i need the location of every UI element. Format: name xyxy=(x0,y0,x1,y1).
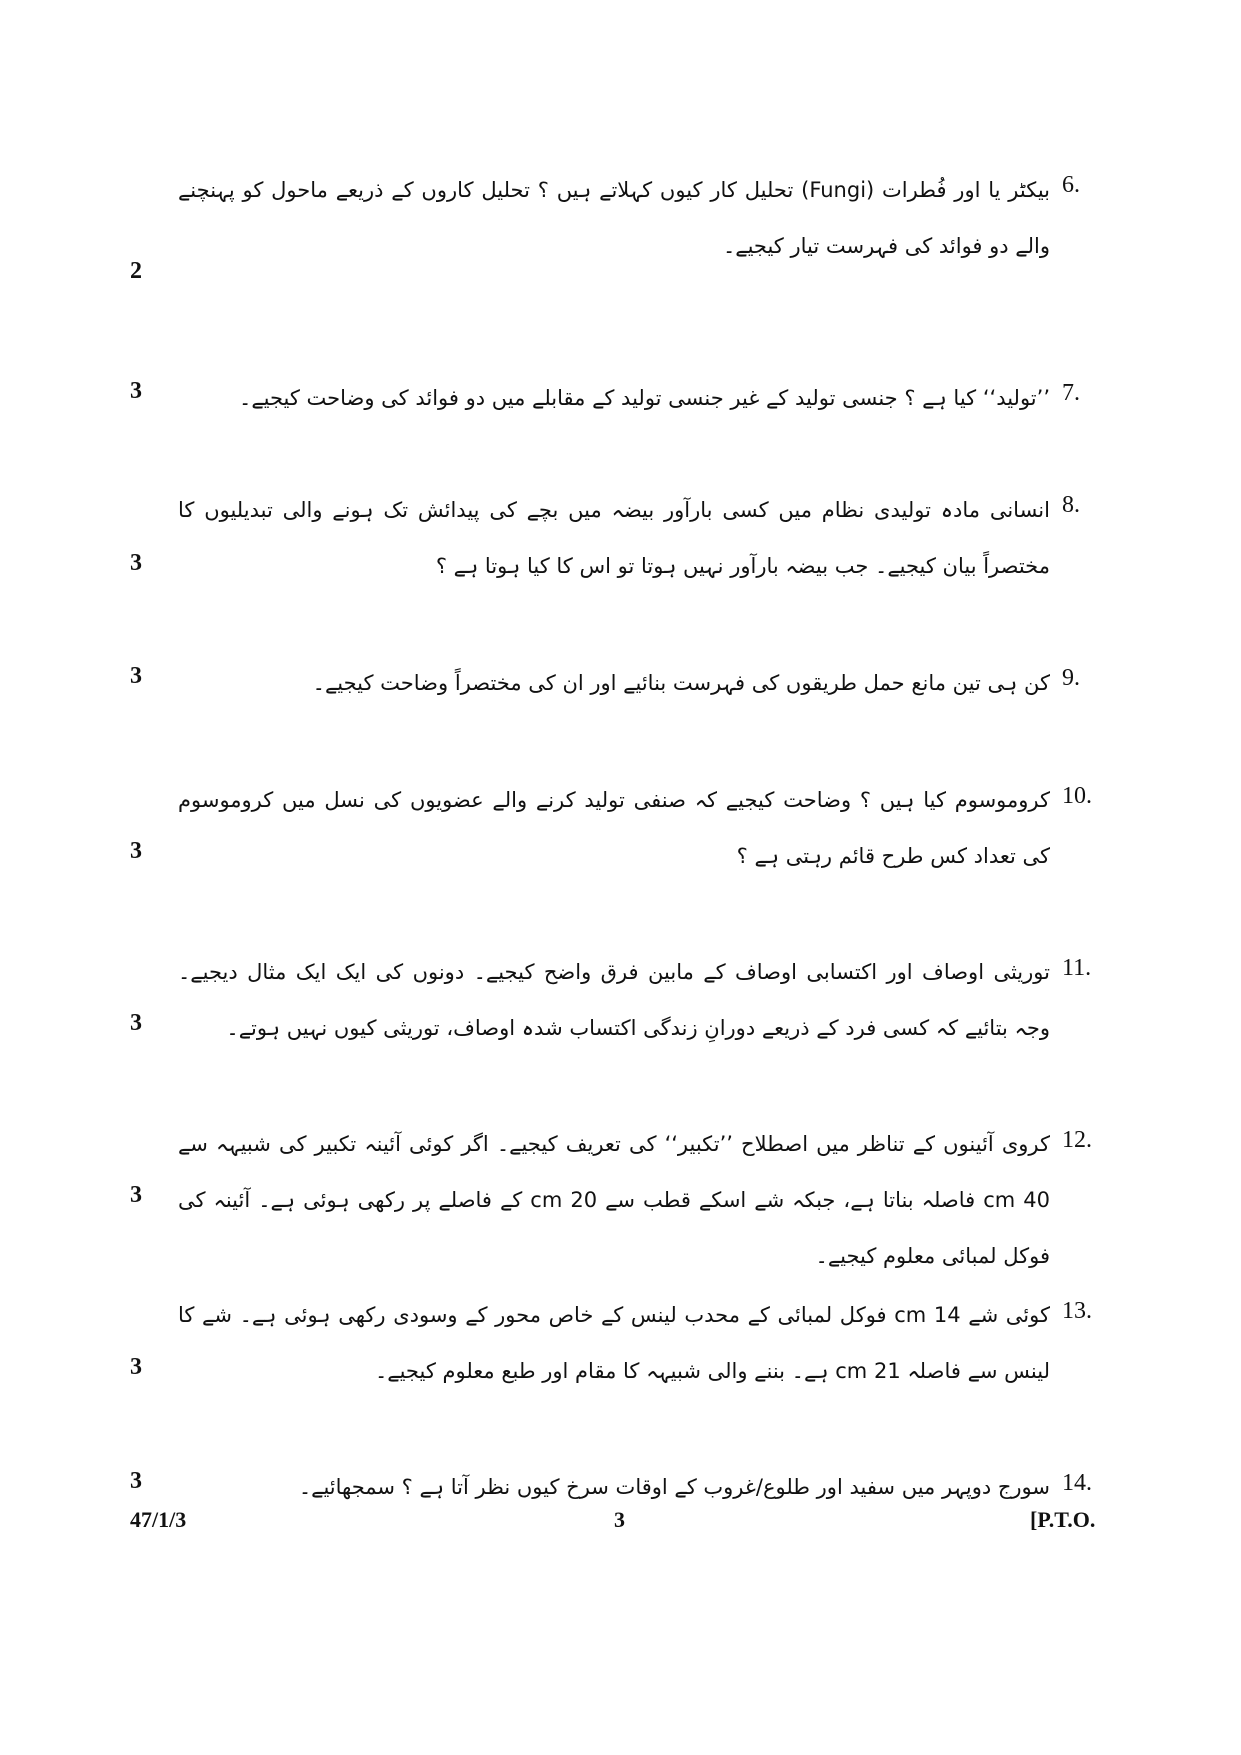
question-text: انسانی مادہ تولیدی نظام میں کسی بارآور بیضہ میں بچے کی پیدائش تک ہونے والی تبدیلیوں کا مختصراً بیان کیجیے۔ جب بیضہ بارآور نہیں ہوتا تو اس کا کیا ہوتا ہے ؟ xyxy=(178,498,1050,578)
question-marks: 3 xyxy=(130,550,142,576)
page-number: 3 xyxy=(614,1507,625,1532)
question-number: 11. xyxy=(1062,955,1092,981)
question-text: کروموسوم کیا ہیں ؟ وضاحت کیجیے کہ صنفی تولید کرنے والے عضویوں کی نسل میں کروموسوم کی تعداد کس طرح قائم رہتی ہے ؟ xyxy=(178,788,1050,868)
question-marks: 3 xyxy=(130,838,142,864)
paper-code: 47/1/3 xyxy=(130,1507,187,1532)
question-marks: 2 xyxy=(130,258,142,284)
question-marks: 3 xyxy=(130,378,142,404)
question-text: توریثی اوصاف اور اکتسابی اوصاف کے مابین فرق واضح کیجیے۔ دونوں کی ایک ایک مثال دیجیے۔ وجہ بتائیے کہ کسی فرد کے ذریعے دورانِ زندگی اکتساب شدہ اوصاف، توریثی کیوں نہیں ہوتے۔ xyxy=(178,960,1050,1040)
question-number: 13. xyxy=(1062,1298,1092,1324)
question-number: 14. xyxy=(1062,1470,1092,1496)
question-text: کروی آئینوں کے تناظر میں اصطلاح ’’تکبیر‘‘ کی تعریف کیجیے۔ اگر کوئی آئینہ تکبیر کی شبیہہ سے 40 cm فاصلہ بناتا ہے، جبکہ شے اسکے قطب سے 20 cm کے فاصلے پر رکھی ہوئی ہے۔ آئینہ کی فوکل لمبائی معلوم کیجیے۔ xyxy=(178,1132,1050,1268)
question-number: 6. xyxy=(1062,172,1080,198)
question-text: کن ہی تین مانع حمل طریقوں کی فہرست بنائیے اور ان کی مختصراً وضاحت کیجیے۔ xyxy=(312,671,1050,695)
question-number: 8. xyxy=(1062,492,1080,518)
question-number: 12. xyxy=(1062,1127,1092,1153)
question-text: سورج دوپہر میں سفید اور طلوع/غروب کے اوقات سرخ کیوں نظر آتا ہے ؟ سمجھائیے۔ xyxy=(298,1475,1050,1499)
question-number: 9. xyxy=(1062,665,1080,691)
pto-label: [P.T.O. xyxy=(1030,1507,1096,1532)
question-marks: 3 xyxy=(130,1010,142,1036)
question-marks: 3 xyxy=(130,663,142,689)
question-marks: 3 xyxy=(130,1468,142,1494)
question-marks: 3 xyxy=(130,1354,142,1380)
question-text: بیکٹر یا اور فُطرات (Fungi) تحلیل کار کیوں کہلاتے ہیں ؟ تحلیل کاروں کے ذریعے ماحول کو پہنچنے والے دو فوائد کی فہرست تیار کیجیے۔ xyxy=(178,178,1050,258)
question-text: ’’تولید‘‘ کیا ہے ؟ جنسی تولید کے غیر جنسی تولید کے مقابلے میں دو فوائد کی وضاحت کیجیے۔ xyxy=(239,386,1050,410)
question-marks: 3 xyxy=(130,1182,142,1208)
question-number: 7. xyxy=(1062,380,1080,406)
question-text: کوئی شے 14 cm فوکل لمبائی کے محدب لینس کے خاص محور کے وسودی رکھی ہوئی ہے۔ شے کا لینس سے فاصلہ 21 cm ہے۔ بننے والی شبیہہ کا مقام اور طبع معلوم کیجیے۔ xyxy=(178,1303,1051,1383)
question-number: 10. xyxy=(1062,783,1092,809)
